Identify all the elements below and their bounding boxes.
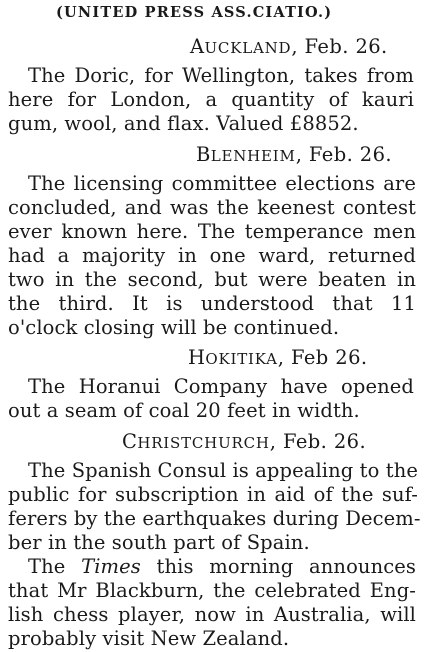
- newspaper-title: Times: [81, 555, 141, 578]
- article-line: gum, wool, and flax. Valued £8852.: [8, 112, 359, 135]
- place-rest: HRISTCHURCH: [137, 434, 270, 452]
- article-line: The Spanish Consul is appealing to the: [28, 459, 418, 482]
- place-initial: A: [190, 35, 205, 58]
- article-line: out a seam of coal 20 feet in width.: [8, 399, 360, 422]
- place-initial: H: [188, 346, 206, 369]
- article-line: The Horanui Company have opened: [28, 375, 414, 398]
- dateline-hokitika: [188, 348, 368, 368]
- dateline-date: , Feb. 26.: [269, 430, 367, 453]
- place-rest: LENHEIM: [210, 147, 296, 165]
- article-line: had a majority in one ward, returned: [8, 244, 416, 267]
- dateline-blenheim: [196, 145, 392, 165]
- article-line: two in the second, but were beaten in: [8, 268, 416, 291]
- article-line: probably visit New Zealand.: [8, 627, 290, 650]
- dateline-date: , Feb 26.: [277, 346, 368, 369]
- article-line: lish chess player, now in Australia, will: [8, 603, 416, 626]
- dateline-date: , Feb. 26.: [291, 35, 388, 58]
- dateline-date: , Feb. 26.: [295, 143, 392, 166]
- article-line: ferers by the earthquakes during Decem-: [8, 507, 421, 530]
- dateline-auckland: [190, 37, 388, 57]
- article-line: ever known here. The temperance men: [8, 220, 416, 243]
- article-line: The Doric, for Wellington, takes from: [28, 64, 414, 87]
- article-line: public for subscription in aid of the suf-: [8, 483, 418, 506]
- article-line: that Mr Blackburn, the celebrated Eng-: [8, 579, 416, 602]
- place-rest: OKITIKA: [205, 350, 278, 368]
- place-initial: C: [122, 430, 138, 453]
- article-line: The licensing committee elections are: [28, 172, 416, 195]
- article-line: here for London, a quantity of kauri: [8, 88, 414, 111]
- article-line: concluded, and was the keenest contest: [8, 196, 416, 219]
- place-rest: UCKLAND: [204, 39, 292, 57]
- article-line: The Times this morning announces: [28, 555, 416, 578]
- dateline-christchurch: [122, 432, 366, 452]
- article-line: o'clock closing will be continued.: [8, 316, 340, 339]
- article-line: ber in the south part of Spain.: [8, 531, 310, 554]
- press-credit: (UNITED PRESS ASS.CIATIO.): [56, 4, 333, 21]
- place-initial: B: [196, 143, 211, 166]
- article-line: the third. It is understood that 11: [8, 292, 416, 315]
